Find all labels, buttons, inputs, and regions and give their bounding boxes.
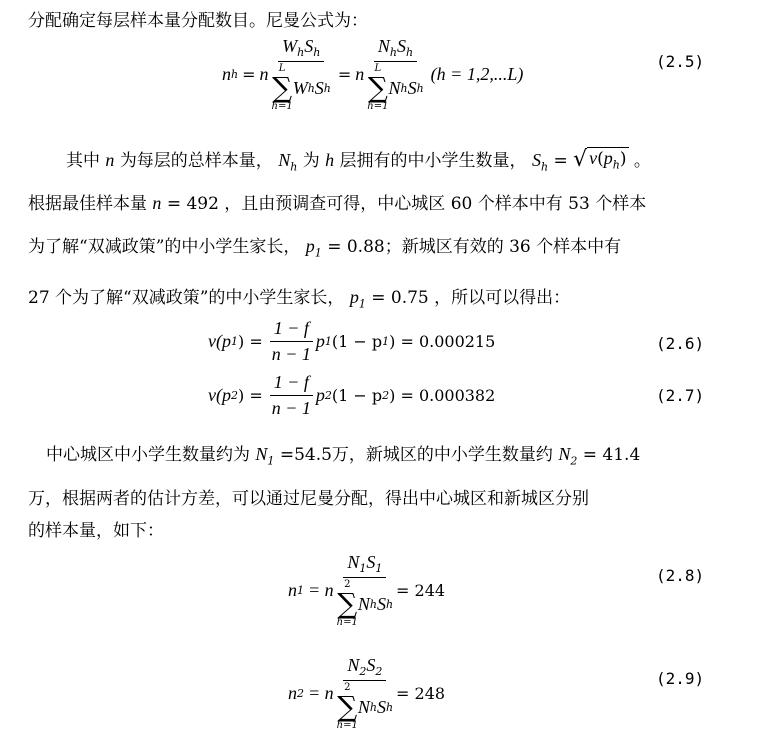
eq25-equals-2: = [337,64,352,84]
eq27-fraction [270,372,313,419]
eq25-num2: N [377,36,390,56]
p3-text-b: = 0.88；新城区有效的 36 个样本中有 [327,237,622,257]
eq27-num: 1 − f [270,372,313,396]
eq25-num2b-sub: h [405,46,414,60]
eq26-rhs: p [315,331,325,351]
equation-2-9 [288,655,445,731]
paragraph-4 [28,283,748,310]
p4-p-sub: 1 [358,297,366,311]
eq25-num2-sub: h [389,46,397,60]
eq27-den: n − 1 [271,398,311,418]
p1-p: p [603,148,613,168]
eq28-numb: S [366,552,376,572]
eq26-rhs3: ) = 0.000215 [389,332,496,351]
eq26-lhs-sub: 1 [230,335,238,348]
eq29-denb: S [376,696,386,717]
paragraph-1 [66,146,780,173]
eq28-sum-lower: h=1 [336,617,358,629]
eq25-den2-sub: h [400,81,408,95]
eq28-eq: = n [308,579,334,600]
eq25-sum1-lower: h=1 [271,101,293,113]
p5-N2-sub: 2 [570,454,578,468]
eq28-number: (2.8) [656,566,705,585]
eq28-denb-sub: h [385,597,394,611]
eq25-sigma-1: ∑ [272,71,293,105]
eq25-num2b: S [396,36,406,56]
p1-equals: = [553,151,568,171]
eq29-number: (2.9) [656,669,705,688]
eq25-den1: W [292,77,308,98]
p5-text-b: =54.5万，新城区的中小学生数量约 [279,445,553,465]
eq29-eq: = n [308,682,334,703]
eq28-num-sub: 1 [359,562,367,576]
eq26-den: n − 1 [271,344,311,364]
p5-N1-sub: 1 [267,454,275,468]
paragraph-7: 的样本量，如下： [28,521,164,541]
eq25-sum2-upper: L [374,63,382,75]
eq25-lhs-sub: h [231,67,239,81]
sqrt-icon: √ [573,147,588,172]
eq28-num: N [347,552,360,572]
eq29-numb: S [366,655,376,675]
eq25-range: (h = 1,2,...L) [430,63,524,84]
p3-p-sub: 1 [314,246,322,260]
eq25-n1: n [259,63,269,84]
paragraph-intro: 分配确定每层样本量分配数目。尼曼公式为： [28,11,368,31]
paragraph-2 [28,189,748,214]
paragraph-3 [28,232,748,259]
eq28-numb-sub: 1 [375,562,383,576]
p1-N: N [278,150,291,170]
p1-sqrt: √ $v(p_h)$ [573,147,627,172]
p1-text-d: 层拥有的中小学生数量， [339,151,527,171]
eq26-number: (2.6) [656,334,705,353]
p5-text-c: = 41.4 [582,445,641,465]
eq26-lhs-end: ) = [237,332,263,351]
eq25-equals-1: = [242,64,256,84]
p5-text-a: 中心城区中小学生数量约为 [46,445,250,465]
eq29-numb-sub: 2 [375,665,383,679]
eq25-n2: n [355,63,365,84]
eq29-num: N [347,655,360,675]
eq27-lhs: v(p [208,385,231,405]
eq25-den2b-sub: h [416,81,424,95]
eq27-rhs3: ) = 0.000382 [389,386,496,405]
eq29-fraction [337,655,393,731]
p2-text-a: 根据最佳样本量 [28,194,147,214]
eq29-sigma: ∑ [337,690,358,724]
eq26-fraction [270,318,313,365]
eq28-den-sub: h [369,597,377,611]
p3-p: p [305,236,315,256]
equation-2-5 [222,36,523,112]
eq28-den: N [357,593,370,614]
eq25-num1b-sub: h [313,46,321,60]
eq26-lhs: v(p [208,331,231,351]
eq27-number: (2.7) [656,386,705,405]
eq28-sum-upper: 2 [344,579,351,591]
eq29-sum-lower: h=1 [336,720,358,732]
eq29-lhs-sub: 2 [297,686,304,700]
eq29-result: = 248 [396,683,446,703]
eq28-lhs-sub: 1 [297,583,304,597]
eq26-num: 1 − f [270,318,313,342]
eq25-fraction-1 [272,36,331,112]
eq25-sum1-upper: L [278,63,286,75]
eq25-num1b: S [304,36,314,56]
eq29-num-sub: 2 [359,665,367,679]
eq29-denb-sub: h [385,700,394,714]
p3-text-a: 为了解“双减政策”的中小学生家长， [28,237,301,257]
equation-2-7 [208,372,495,419]
eq29-den-sub: h [369,700,377,714]
eq25-lhs: n [222,63,231,84]
p1-text-c: 为 [302,151,320,171]
eq28-fraction [337,552,393,628]
p1-S: S [531,150,541,170]
p1-S-sub: h [540,160,549,174]
eq25-den1b: S [314,77,324,98]
p5-N1: N [255,444,268,464]
eq29-lhs: n [288,682,297,703]
equation-2-6 [208,318,495,365]
eq25-num1: W [282,36,298,56]
eq25-number: (2.5) [656,52,705,71]
p1-text-f: 。 [633,151,651,171]
eq27-lhs-end: ) = [237,386,263,405]
eq27-rhs: p [315,385,325,405]
p2-text-b: = 492 ，且由预调查可得，中心城区 60 个样本中有 53 个样本 [166,194,647,214]
p1-v: v [589,148,598,168]
p1-N-sub: h [290,160,298,174]
eq27-lhs-sub: 2 [230,389,238,402]
eq25-den2b: S [407,77,417,98]
eq25-sigma-2: ∑ [367,71,388,105]
eq25-fraction-2 [367,36,423,112]
p1-text-a: 其中 [66,151,100,171]
eq28-sigma: ∑ [337,587,358,621]
eq26-rhs2: (1 − p [331,332,383,351]
eq25-num1-sub: h [297,46,305,60]
eq25-den2: N [388,77,401,98]
p1-text-b: 为每层的总样本量， [119,151,273,171]
equation-2-8 [288,552,445,628]
paragraph-6: 万，根据两者的估计方差，可以通过尼曼分配，得出中心城区和新城区分别 [28,489,589,509]
p5-N2: N [558,444,571,464]
eq25-den1b-sub: h [323,81,331,95]
eq26-rhs2-sub: 1 [382,335,390,348]
eq28-denb: S [376,593,386,614]
eq29-den: N [357,696,370,717]
p4-text-a: 27 个为了解“双减政策”的中小学生家长， [28,288,345,308]
eq26-rhs-sub: 1 [324,335,332,348]
eq27-rhs-sub: 2 [324,389,332,402]
p1-h: h [325,150,335,170]
p1-n: n [105,150,115,170]
p2-n: n [152,193,162,213]
eq27-rhs2: (1 − p [331,386,383,405]
eq29-sum-upper: 2 [344,682,351,694]
p4-p: p [349,287,359,307]
p4-text-b: = 0.75 ，所以可以得出： [371,288,571,308]
eq27-rhs2-sub: 2 [382,389,390,402]
eq25-den1-sub: h [307,81,315,95]
eq25-sum2-lower: h=1 [367,101,389,113]
eq28-lhs: n [288,579,297,600]
p1-p-sub: h [612,158,620,172]
paragraph-5 [46,440,766,467]
eq28-result: = 244 [396,580,446,600]
